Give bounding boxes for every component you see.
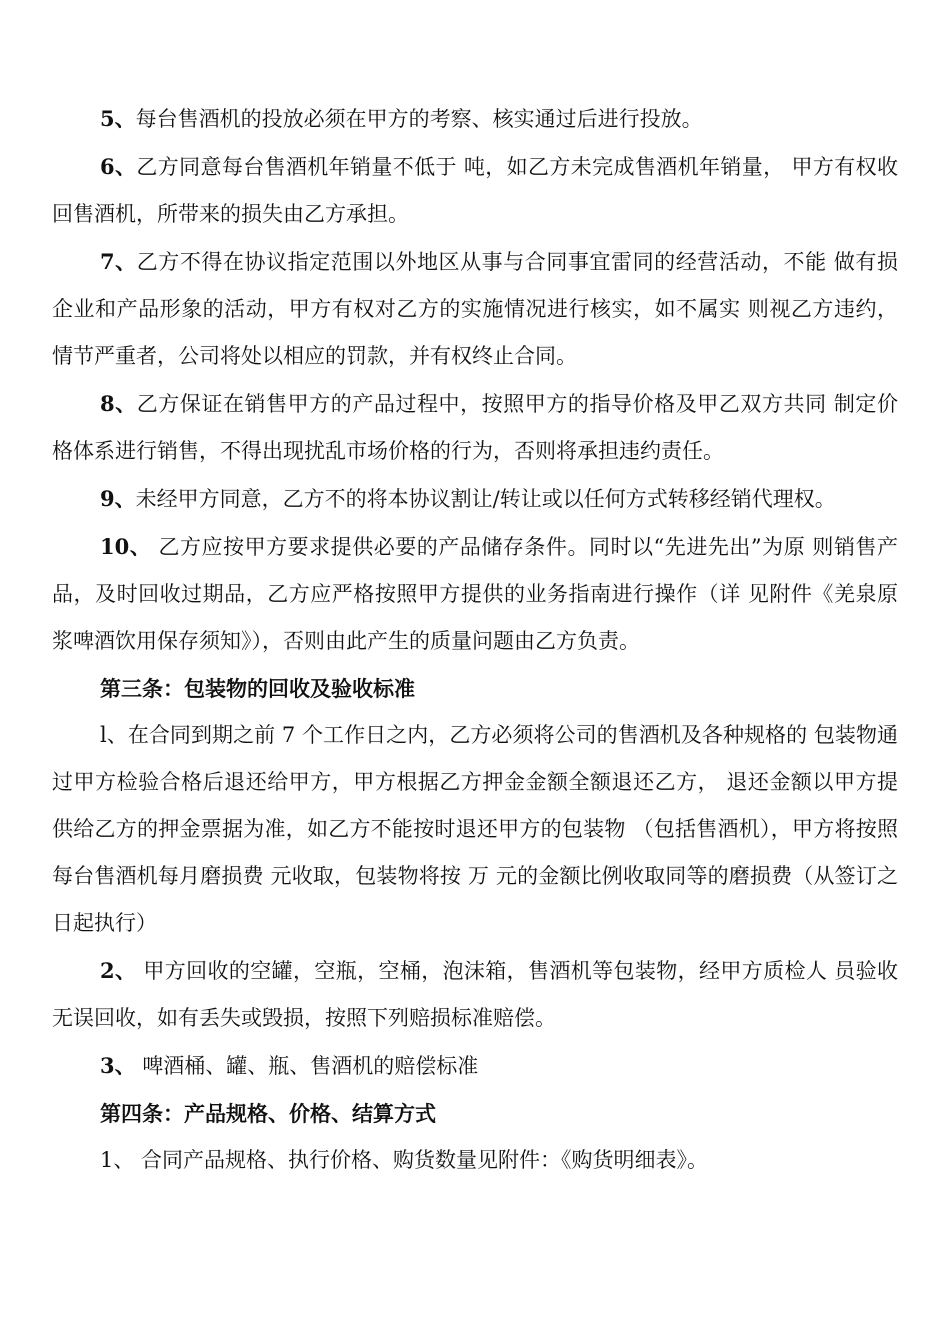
clause-number: 2、 — [100, 958, 137, 983]
clause-7 — [52, 238, 898, 380]
clause-text: 每台售酒机的投放必须在甲方的考察、核实通过后进行投放。 — [135, 107, 703, 131]
clause-6 — [52, 143, 898, 238]
clause-10 — [52, 523, 898, 665]
clause-text: 乙方保证在销售甲方的产品过程中，按照甲方的指导价格及甲乙双方共同 制定价格体系进行销售，不得出现扰乱市场价格的行为，否则将承担违约责任。 — [52, 392, 898, 463]
section-4-heading: 第四条：产品规格、价格、结算方式 — [100, 1101, 436, 1126]
clause-text: 乙方同意每台售酒机年销量不低于 吨，如乙方未完成售酒机年销量， 甲方有权收回售酒机，所带来的损失由乙方承担。 — [52, 155, 898, 226]
clause-number: 6、 — [100, 154, 137, 179]
clause-text: 乙方应按甲方要求提供必要的产品储存条件。同时以“先进先出”为原 则销售产品，及时回收过期品，乙方应严格按照甲方提供的业务指南进行操作（详 见附件《羌泉原浆啤酒饮用保存须知》），否则由此产生的质量问题由乙方负责。 — [52, 535, 898, 653]
document-page — [52, 95, 898, 1184]
clause-text: 啤酒桶、罐、瓶、售酒机的赔偿标准 — [135, 1054, 479, 1078]
clause-text: 合同产品规格、执行价格、购货数量见附件：《购货明细表》。 — [134, 1148, 709, 1172]
section-3-heading: 第三条：包装物的回收及验收标准 — [100, 676, 415, 701]
clause-text: 在合同到期之前 7 个工作日之内，乙方必须将公司的售酒机及各种规格的 包装物通过甲方检验合格后退还给甲方，甲方根据乙方押金金额全额退还乙方， 退还金额以甲方提供给乙方的押金票据为准，如乙方不能按时退还甲方的包装物 （包括售酒机），甲方将按照每台售酒机每月磨损费 元收取，包装物将按 万 元的金额比例收取同等的磨损费（从签订之日起执行） — [52, 723, 899, 935]
clause-number: l、 — [100, 723, 128, 747]
clause-9 — [52, 475, 898, 523]
section-3-clause-1 — [52, 712, 898, 947]
clause-5 — [52, 95, 898, 143]
clause-number: 1、 — [100, 1148, 135, 1172]
clause-number: 3、 — [100, 1053, 136, 1078]
section-3-clause-2 — [52, 947, 898, 1042]
clause-text: 乙方不得在协议指定范围以外地区从事与合同事宜雷同的经营活动，不能 做有损企业和产品形象的活动，甲方有权对乙方的实施情况进行核实，如不属实 则视乙方违约，情节严重者，公司将处以相应的罚款，并有权终止合同。 — [52, 250, 898, 368]
clause-number: 8、 — [100, 391, 137, 416]
clause-number: 5、 — [100, 106, 136, 131]
clause-8 — [52, 380, 898, 475]
clause-number: 9、 — [100, 486, 136, 511]
clause-text: 未经甲方同意，乙方不的将本协议割让/转让或以任何方式转移经销代理权。 — [135, 487, 836, 511]
clause-number: 7、 — [100, 249, 137, 274]
section-4-clause-1 — [52, 1137, 898, 1184]
clause-number: 10、 — [100, 534, 152, 559]
section-3-clause-3 — [52, 1042, 898, 1090]
clause-text: 甲方回收的空罐，空瓶，空桶，泡沫箱，售酒机等包装物，经甲方质检人 员验收无误回收，如有丢失或毁损，按照下列赔损标准赔偿。 — [52, 959, 898, 1030]
